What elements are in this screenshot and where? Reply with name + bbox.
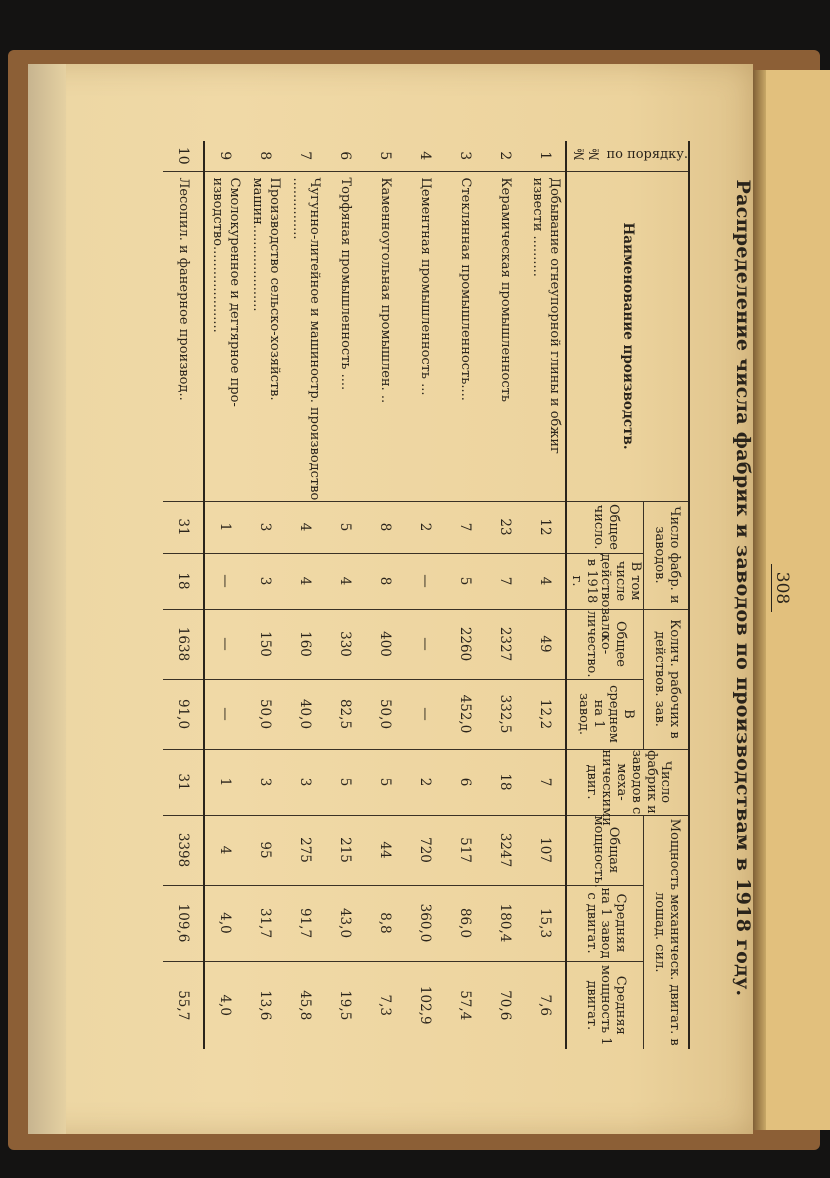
row-name: Чугунно-литейное и машиностр. производство ............... (285, 171, 325, 501)
factories-table (163, 141, 690, 1049)
row-power-avg: 31,7 (245, 885, 285, 961)
row-no: 10 (163, 141, 204, 171)
row-workers-avg: 40,0 (285, 679, 325, 749)
row-engine-avg: 70,6 (485, 961, 525, 1049)
page-number: 308 (771, 564, 792, 612)
row-total: 12 (525, 501, 566, 553)
table-row (163, 141, 204, 1049)
row-mech: 7 (525, 749, 566, 815)
table-row (445, 141, 485, 1049)
row-engine-avg: 45,8 (285, 961, 325, 1049)
row-total: 7 (445, 501, 485, 553)
row-no: 4 (417, 151, 434, 161)
row-active: 3 (245, 553, 285, 609)
row-mech: 5 (325, 749, 365, 815)
header-row-no: №№ по порядку. (566, 141, 689, 171)
row-mech: 1 (204, 749, 245, 815)
table-row (525, 141, 566, 1049)
row-power: 275 (285, 815, 325, 885)
table-body (163, 141, 566, 1049)
row-name: Керамическая промышленность (485, 171, 525, 501)
row-workers: 400 (365, 609, 405, 679)
row-power-avg: 91,7 (285, 885, 325, 961)
row-name: Каменноугольная промышлен. .. (365, 171, 405, 501)
row-engine-avg: 102,9 (405, 961, 445, 1049)
row-power: 3398 (163, 815, 204, 885)
row-power-avg: 43,0 (325, 885, 365, 961)
row-active: 5 (445, 553, 485, 609)
row-active: — (405, 553, 445, 609)
row-power: 720 (405, 815, 445, 885)
row-workers: 330 (325, 609, 365, 679)
header-power-avg-engine: Средняя мощность 1 двигат. (566, 961, 643, 1049)
row-power: 107 (525, 815, 566, 885)
header-workers-total: Общее ко-личество. (566, 609, 643, 679)
row-power-avg: 360,0 (405, 885, 445, 961)
row-mech: 18 (485, 749, 525, 815)
row-power: 95 (245, 815, 285, 885)
row-workers: 2260 (445, 609, 485, 679)
header-power-avg-factory: Средняя на 1 завод с двигат. (566, 885, 643, 961)
row-total: 8 (365, 501, 405, 553)
row-engine-avg: 19,5 (325, 961, 365, 1049)
header-group-workers: Колич. рабочих в действов. зав. (643, 609, 689, 749)
row-power: 215 (325, 815, 365, 885)
header-group-factories: Число фабр. и заводов. (643, 501, 689, 609)
header-power-total: Общая мощность. (566, 815, 643, 885)
row-mech: 5 (365, 749, 405, 815)
row-active: — (204, 553, 245, 609)
row-name: Смолокуренное и дегтярное про-изводство..................... (204, 171, 245, 501)
row-engine-avg: 7,3 (365, 961, 405, 1049)
row-workers-avg: — (405, 679, 445, 749)
table-row (245, 141, 285, 1049)
header-mech-factories: Число фабрик и заводов с меха-ническими двиг. (566, 749, 689, 815)
row-name: Торфяная промышленность .... (325, 171, 365, 501)
row-total: 31 (163, 501, 204, 553)
row-active: 4 (285, 553, 325, 609)
row-no: 2 (497, 151, 514, 161)
row-no: 6 (337, 151, 354, 161)
row-active: 8 (365, 553, 405, 609)
header-name: Наименование производств. (566, 171, 689, 501)
row-power: 517 (445, 815, 485, 885)
row-no: 1 (537, 151, 554, 161)
row-workers-avg: — (204, 679, 245, 749)
row-workers: 2327 (485, 609, 525, 679)
row-workers: 160 (285, 609, 325, 679)
row-active: 4 (325, 553, 365, 609)
row-workers: — (405, 609, 445, 679)
row-no: 8 (257, 151, 274, 161)
row-engine-avg: 7,6 (525, 961, 566, 1049)
header-active-1918: В том числе действовало в 1918 г. (566, 553, 643, 609)
row-no: 3 (457, 151, 474, 161)
page-edge (28, 64, 66, 1134)
table-row (405, 141, 445, 1049)
row-mech: 6 (445, 749, 485, 815)
row-active: 4 (525, 553, 566, 609)
row-workers: 1638 (163, 609, 204, 679)
row-total: 23 (485, 501, 525, 553)
row-no: 9 (217, 151, 234, 161)
row-total: 5 (325, 501, 365, 553)
row-power: 4 (204, 815, 245, 885)
page-number-wrap (772, 113, 792, 1063)
table-title: Распределение числа фабрик и заводов по производствам в 1918 году. (732, 179, 754, 997)
header-total: Общее число. (566, 501, 643, 553)
row-name: Добывание огнеупорной глины и обжиг извести .......... (525, 171, 566, 501)
row-engine-avg: 4,0 (204, 961, 245, 1049)
row-power-avg: 109,6 (163, 885, 204, 961)
row-workers-avg: 332,5 (485, 679, 525, 749)
row-mech: 3 (245, 749, 285, 815)
rotated-page-content (112, 113, 792, 1063)
row-engine-avg: 55,7 (163, 961, 204, 1049)
row-engine-avg: 13,6 (245, 961, 285, 1049)
row-no: 5 (377, 151, 394, 161)
table-row (285, 141, 325, 1049)
row-mech: 3 (285, 749, 325, 815)
table-row (365, 141, 405, 1049)
row-power-avg: 4,0 (204, 885, 245, 961)
row-active: 7 (485, 553, 525, 609)
row-total: 1 (204, 501, 245, 553)
row-power: 3247 (485, 815, 525, 885)
row-workers-avg: 82,5 (325, 679, 365, 749)
row-name: Цементная промышленность ... (405, 171, 445, 501)
row-active: 18 (163, 553, 204, 609)
row-no: 7 (297, 151, 314, 161)
row-power-avg: 180,4 (485, 885, 525, 961)
row-power-avg: 86,0 (445, 885, 485, 961)
row-engine-avg: 57,4 (445, 961, 485, 1049)
row-power: 44 (365, 815, 405, 885)
row-workers: — (204, 609, 245, 679)
row-name: Производство сельско-хозяйств. машин..................... (245, 171, 285, 501)
header-group-power: Мощность механическ. двигат. в лошад. сил. (643, 815, 689, 1049)
row-power-avg: 8,8 (365, 885, 405, 961)
row-name: Стеклянная промышленность.... (445, 171, 485, 501)
row-workers: 49 (525, 609, 566, 679)
row-workers-avg: 12,2 (525, 679, 566, 749)
row-total: 2 (405, 501, 445, 553)
row-workers-avg: 50,0 (365, 679, 405, 749)
row-power-avg: 15,3 (525, 885, 566, 961)
row-workers-avg: 91,0 (163, 679, 204, 749)
row-workers-avg: 50,0 (245, 679, 285, 749)
table-row (325, 141, 365, 1049)
table-row (204, 141, 245, 1049)
row-mech: 2 (405, 749, 445, 815)
row-total: 4 (285, 501, 325, 553)
row-workers-avg: 452,0 (445, 679, 485, 749)
row-total: 3 (245, 501, 285, 553)
row-name: Лесопил. и фанерное производ.. (163, 171, 204, 501)
table-row (485, 141, 525, 1049)
row-mech: 31 (163, 749, 204, 815)
row-workers: 150 (245, 609, 285, 679)
header-workers-avg: В среднем на 1 завод. (566, 679, 643, 749)
